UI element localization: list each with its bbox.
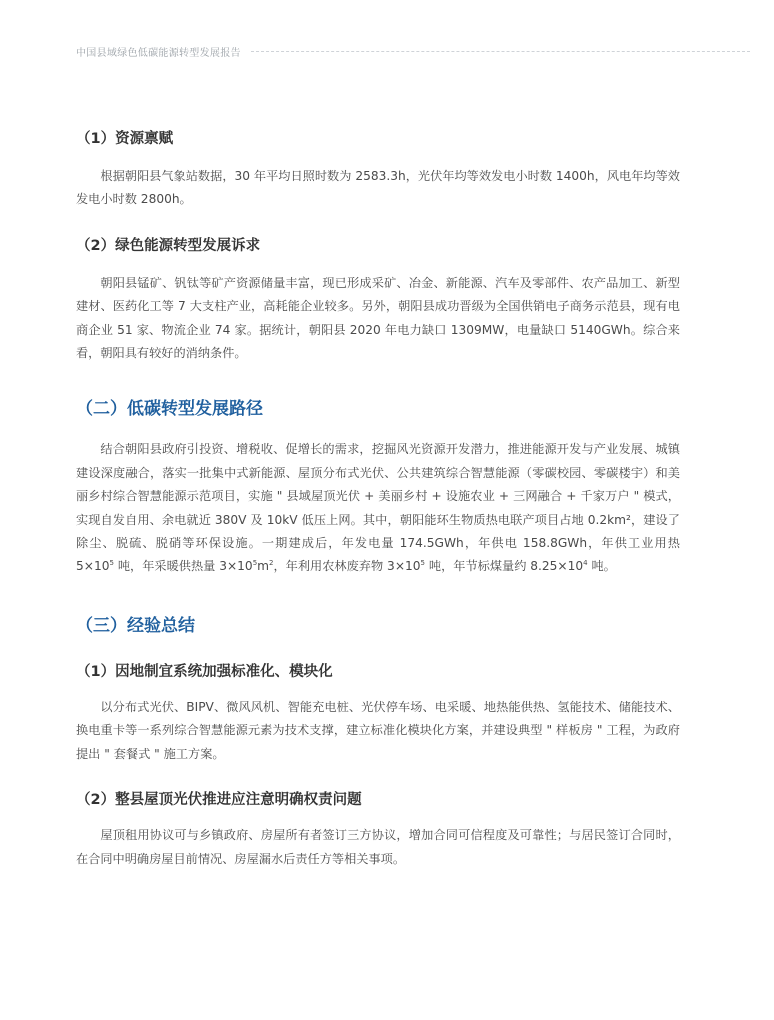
exponent: 5 bbox=[420, 559, 426, 568]
paragraph-resource-endowment: 根据朝阳县气象站数据，30 年平均日照时数为 2583.3h，光伏年均等效发电小时数 1400h，风电年均等效发电小时数 2800h。 bbox=[76, 169, 680, 207]
heading-resource-endowment: （1）资源禀赋 bbox=[76, 131, 174, 147]
exponent: 4 bbox=[583, 559, 588, 568]
exponent: 5 bbox=[109, 559, 114, 568]
heading-transition-path: （二）低碳转型发展路径 bbox=[76, 399, 263, 420]
exponent: 5 bbox=[252, 559, 258, 568]
heading-standardization: （1）因地制宜系统加强标准化、模块化 bbox=[76, 663, 333, 680]
exponent: 2 bbox=[269, 559, 274, 568]
heading-transition-demand: （2）绿色能源转型发展诉求 bbox=[76, 237, 261, 254]
page-content bbox=[76, 128, 680, 871]
heading-experience-summary: （三）经验总结 bbox=[76, 615, 195, 636]
paragraph-standardization: 以分布式光伏、BIPV、微风风机、智能充电桩、光伏停车场、电采暖、地热能供热、氢能技术、储能技术、换电重卡等一系列综合智慧能源元素为技术支撑，建立标准化模块化方案，并建设典型 " 样板房 " 工程，为政府提出 " 套餐式 " 施工方案。 bbox=[76, 699, 680, 761]
paragraph-transition-demand: 朝阳县锰矿、钒钛等矿产资源储量丰富，现已形成采矿、冶金、新能源、汽车及零部件、农产品加工、新型建材、医药化工等 7 大支柱产业，高耗能企业较多。另外，朝阳县成功晋级为全国供销电子商务示范县，现有电商企业 51 家、物流企业 74 家。据统计，朝阳县 2020 年电力缺口 1309MW，电量缺口 5140GWh。综合来看，朝阳具有较好的消纳条件。 bbox=[76, 275, 680, 361]
paragraph-rights-responsibilities: 屋顶租用协议可与乡镇政府、房屋所有者签订三方协议，增加合同可信程度及可靠性；与居民签订合同时，在合同中明确房屋目前情况、房屋漏水后责任方等相关事项。 bbox=[76, 828, 680, 866]
header-divider bbox=[251, 51, 750, 52]
running-header bbox=[76, 44, 750, 59]
heading-rights-responsibilities: （2）整县屋顶光伏推进应注意明确权责问题 bbox=[76, 792, 362, 809]
report-title: 中国县域绿色低碳能源转型发展报告 bbox=[76, 48, 241, 59]
paragraph-transition-path: 结合朝阳县政府引投资、增税收、促增长的需求，挖掘风光资源开发潜力，推进能源开发与产业发展、城镇建设深度融合，落实一批集中式新能源、屋顶分布式光伏、公共建筑综合智慧能源（零碳校园、零碳楼宇）和美丽乡村综合智慧能源示范项目，实施 " 县域屋顶光伏 + 美丽乡村 + 设施农业 + 三网融合 + 千家万户 " 模式，实现自发自用、余电就近 380V 及 10kV 低压上网。其中，朝阳能环生物质热电联产项目占地 0.2km²，建设了除尘、脱硫、脱硝等环保设施。一期建成后，年发电量 174.5GWh，年供电 158.8GWh，年供工业用热 $5\times 10^5$ 吨，年采暖供热量 $3\times 10^5m^2$，年利用农林废弃物 $3\times 10^5$ 吨，年节标煤量约 $8.25\times 10^4$ 吨。 bbox=[76, 442, 680, 574]
